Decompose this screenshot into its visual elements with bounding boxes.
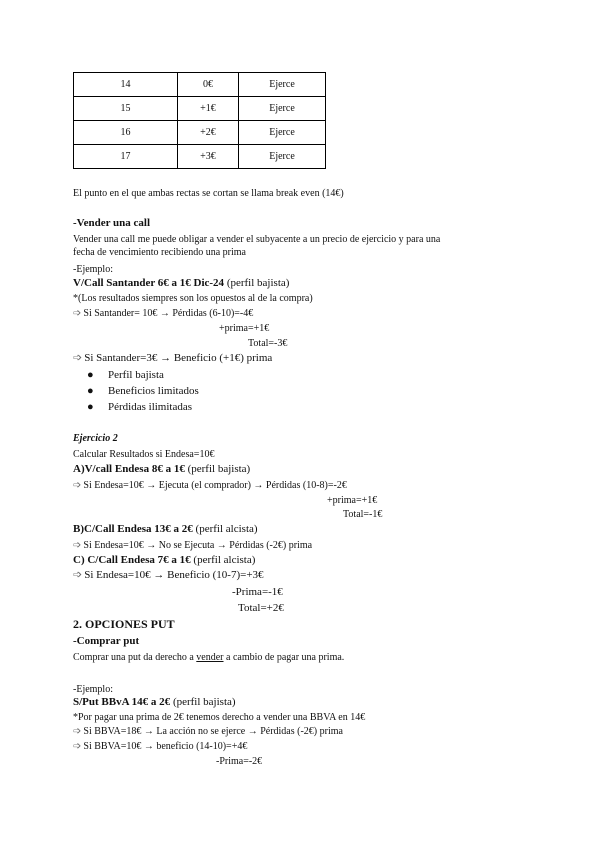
table-cell: 0€ — [178, 73, 239, 97]
list-item — [87, 400, 193, 415]
case-line: ➩ Si BBVA=10€ → beneficio (14-10)=+4€ — [73, 741, 248, 752]
table-cell: +1€ — [178, 97, 239, 121]
bullet-icon: ● — [87, 369, 94, 381]
subheading-comprar-put: -Comprar put — [73, 635, 140, 647]
case-line: ➩ Si Santander=3€ → Beneficio (+1€) prima — [73, 352, 273, 364]
arrow-icon: ➩ — [73, 569, 83, 581]
table-cell: Ejerce — [239, 97, 326, 121]
arrow-icon: ➩ — [73, 308, 82, 319]
table-cell: 14 — [74, 73, 178, 97]
table-row — [74, 145, 326, 169]
list-item-label: Beneficios limitados — [108, 385, 199, 397]
put-note: *Por pagar una prima de 2€ tenemos derecho a vender una BBVA en 14€ — [73, 712, 366, 723]
item-a-title: A)V/call Endesa 8€ a 1€ (perfil bajista) — [73, 463, 251, 475]
table-cell: 17 — [74, 145, 178, 169]
arrow-icon: ➩ — [73, 726, 82, 737]
table-cell: +3€ — [178, 145, 239, 169]
break-even-text: El punto en el que ambas rectas se cortan se llama break even (14€) — [73, 188, 344, 199]
table-cell: Ejerce — [239, 145, 326, 169]
case-line: ➩ Si Endesa=10€ → No se Ejecuta → Pérdidas (-2€) prima — [73, 540, 313, 551]
bullet-icon: ● — [87, 401, 94, 413]
ejemplo-label: -Ejemplo: — [73, 264, 113, 275]
arrow-icon: ➩ — [73, 480, 82, 491]
section-heading-vender-call: -Vender una call — [73, 217, 151, 229]
arrow-icon: ➩ — [73, 741, 82, 752]
table-cell: 16 — [74, 121, 178, 145]
ejercicio-2-heading: Ejercicio 2 — [73, 433, 118, 444]
table-row — [74, 121, 326, 145]
prima-line: -Prima=-2€ — [216, 756, 263, 767]
list-item — [87, 368, 164, 383]
prima-line: -Prima=-1€ — [232, 586, 283, 598]
arrow-icon: ➩ — [73, 540, 82, 551]
table-row — [74, 73, 326, 97]
prima-line: +prima=+1€ — [219, 323, 270, 334]
prima-line: +prima=+1€ — [327, 495, 378, 506]
vender-call-desc-2: fecha de vencimiento recibiendo una prima — [73, 247, 246, 258]
item-c-title: C) C/Call Endesa 7€ a 1€ (perfil alcista) — [73, 554, 256, 566]
ejercicio-2-intro: Calcular Resultados si Endesa=10€ — [73, 449, 215, 460]
table-cell: Ejerce — [239, 121, 326, 145]
case-line: ➩ Si Endesa=10€ → Ejecuta (el comprador) → Pérdidas (10-8)=-2€ — [73, 480, 347, 491]
vender-call-desc-1: Vender una call me puede obligar a vender el subyacente a un precio de ejercicio y para una — [73, 234, 441, 245]
arrow-icon: ➩ — [73, 352, 83, 364]
case-line: ➩ Si Santander= 10€ → Pérdidas (6-10)=-4€ — [73, 308, 254, 319]
list-item-label: Perfil bajista — [108, 369, 164, 381]
total-line: Total=-1€ — [343, 509, 383, 520]
table-cell: 15 — [74, 97, 178, 121]
section-heading-opciones-put: 2. OPCIONES PUT — [73, 617, 175, 631]
results-table — [73, 72, 326, 169]
table-cell: +2€ — [178, 121, 239, 145]
bullet-icon: ● — [87, 385, 94, 397]
ejemplo-label: -Ejemplo: — [73, 684, 113, 695]
list-item — [87, 384, 199, 399]
item-b-title: B)C/Call Endesa 13€ a 2€ (perfil alcista) — [73, 523, 258, 535]
total-line: Total=-3€ — [248, 338, 288, 349]
comprar-put-desc: Comprar una put da derecho a vender a cambio de pagar una prima. — [73, 652, 345, 663]
table-cell: Ejerce — [239, 73, 326, 97]
example-title: V/Call Santander 6€ a 1€ Dic-24 (perfil bajista) — [73, 277, 290, 289]
case-line: ➩ Si Endesa=10€ → Beneficio (10-7)=+3€ — [73, 569, 264, 581]
put-example-title: S/Put BBvA 14€ a 2€ (perfil bajista) — [73, 696, 236, 708]
total-line: Total=+2€ — [238, 602, 284, 614]
opposite-note: *(Los resultados siempres son los opuestos al de la compra) — [73, 293, 313, 304]
list-item-label: Pérdidas ilimitadas — [108, 401, 193, 413]
case-line: ➩ Si BBVA=18€ → La acción no se ejerce → Pérdidas (-2€) prima — [73, 726, 343, 737]
table-row — [74, 97, 326, 121]
